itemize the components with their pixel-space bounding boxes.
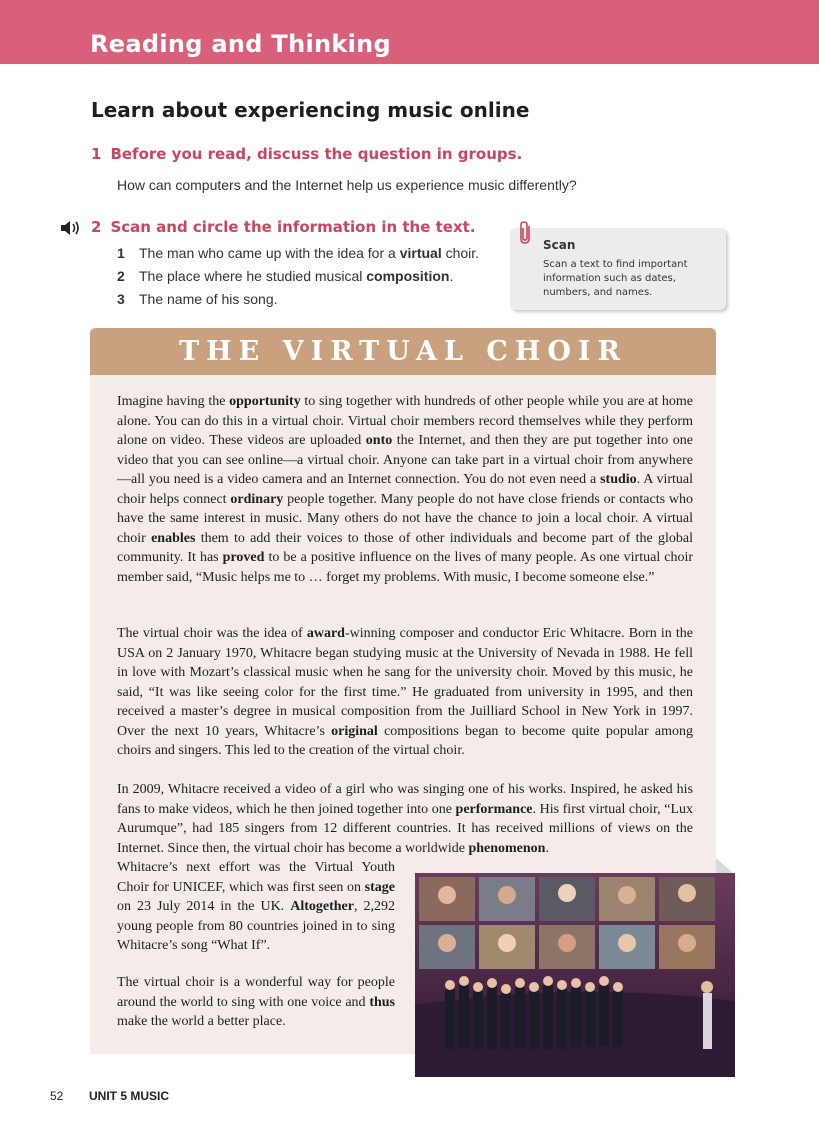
task-1-heading (91, 145, 522, 163)
vocab-word: opportunity (229, 394, 301, 409)
item-text-end: choir. (441, 245, 480, 261)
item-number: 3 (117, 291, 125, 307)
vocab-word: stage (364, 879, 395, 895)
item-text: The place where he studied musical (139, 268, 367, 284)
item-text: The name of his song. (139, 291, 278, 307)
task-1-text: Before you read, discuss the question in groups. (110, 145, 523, 163)
vocab-word: onto (365, 433, 393, 448)
vocab-word: thus (369, 994, 395, 1010)
paragraph-3: In 2009, Whitacre received a video of a girl who was singing one of his works. Inspired, he asked his fans to make videos, which he then joined together into one performance. His first virtual choir, “Lux Aurumque”, had 185 singers from 12 different countries. It has received millions of views on the Internet. Since then, the virtual choir has become a worldwide phenomenon. (117, 782, 693, 856)
item-number: 1 (117, 245, 125, 261)
scan-tip-title: Scan (543, 238, 576, 252)
unit-label: UNIT 5 MUSIC (89, 1089, 170, 1103)
photo-illustration (415, 873, 735, 1077)
task-1-number: 1 (91, 145, 102, 163)
paragraph-2: The virtual choir was the idea of award-winning composer and conductor Eric Whitacre. Born in the USA on 2 January 1970, Whitacre began studying music at the University of Nevada in 1988. He fell in love with Mozart’s classical music when he sang for the university choir. Moved by this music, he said, “It was like seeing color for the first time.” He graduated from university in 1995, and then received a master’s degree in musical composition from the Juilliard School in New York in 1997. Over the next 10 years, Whitacre’s original compositions began to become quite popular among choirs and singers. This led to the creation of the virtual choir. (117, 626, 693, 758)
scan-list (117, 245, 479, 314)
vocab-word: original (331, 723, 378, 739)
vocab-word: Altogether (290, 899, 354, 914)
list-item (117, 245, 479, 268)
section-banner (0, 0, 819, 64)
virtual-choir-performance-photo (415, 873, 735, 1077)
task-1-question: How can computers and the Internet help us experience music differently? (117, 177, 577, 193)
vocab-word: enables (151, 530, 196, 546)
vocab-word: phenomenon (468, 840, 546, 856)
task-2-number: 2 (91, 218, 102, 236)
paragraph-5: The virtual choir is a wonderful way for people around the world to sing with one voice and thus make the world a better place. (117, 975, 395, 1029)
article-header (90, 328, 716, 375)
page-number: 52 (50, 1089, 64, 1103)
section-title: Reading and Thinking (90, 30, 392, 58)
scan-tip-body: Scan a text to find important information such as dates, numbers, and names. (543, 259, 688, 298)
item-keyword: virtual (399, 245, 442, 261)
item-text-end: . (449, 268, 454, 284)
item-keyword: composition (366, 268, 450, 284)
task-2-text: Scan and circle the information in the text. (110, 218, 476, 236)
vocab-word: performance (455, 801, 533, 817)
vocab-word: proved (222, 550, 265, 565)
article-title: THE VIRTUAL CHOIR (179, 336, 627, 367)
page-heading: Learn about experiencing music online (91, 98, 530, 122)
list-item (117, 291, 479, 314)
item-text: The man who came up with the idea for a (139, 245, 400, 261)
paperclip-icon (518, 220, 534, 246)
speaker-icon[interactable] (60, 220, 82, 236)
list-item (117, 268, 479, 291)
vocab-word: award (306, 626, 345, 641)
task-2-heading (91, 218, 476, 236)
item-number: 2 (117, 268, 125, 284)
paragraph-4: Whitacre’s next effort was the Virtual Youth Choir for UNICEF, which was first seen on stage on 23 July 2014 in the UK. Altogether, 2,292 young people from 80 countries joined in to sing Whitacre’s song “What If”. (117, 860, 395, 953)
vocab-word: ordinary (230, 491, 284, 507)
vocab-word: studio (600, 472, 637, 487)
photo-corner-fold (716, 858, 734, 874)
paragraph-1: Imagine having the opportunity to sing together with hundreds of other people while you are at home alone. You can do this in a virtual choir. Virtual choir members record themselves while they perform alone on video. These videos are uploaded onto the Internet, and then they are put together into one video that you can see online—a virtual choir. Anyone can take part in a virtual choir from anywhere—all you need is a video camera and an Internet connection. You do not even need a studio. A virtual choir helps connect ordinary people together. Many people do not have close friends or contacts who have the same interest in music. Many others do not have the chance to join a local choir. A virtual choir enables them to add their voices to those of other individuals and become part of the global community. It has proved to be a positive influence on the lives of many people. As one virtual choir member said, “Music helps me to … forget my problems. With music, I become someone else.” (117, 394, 694, 585)
